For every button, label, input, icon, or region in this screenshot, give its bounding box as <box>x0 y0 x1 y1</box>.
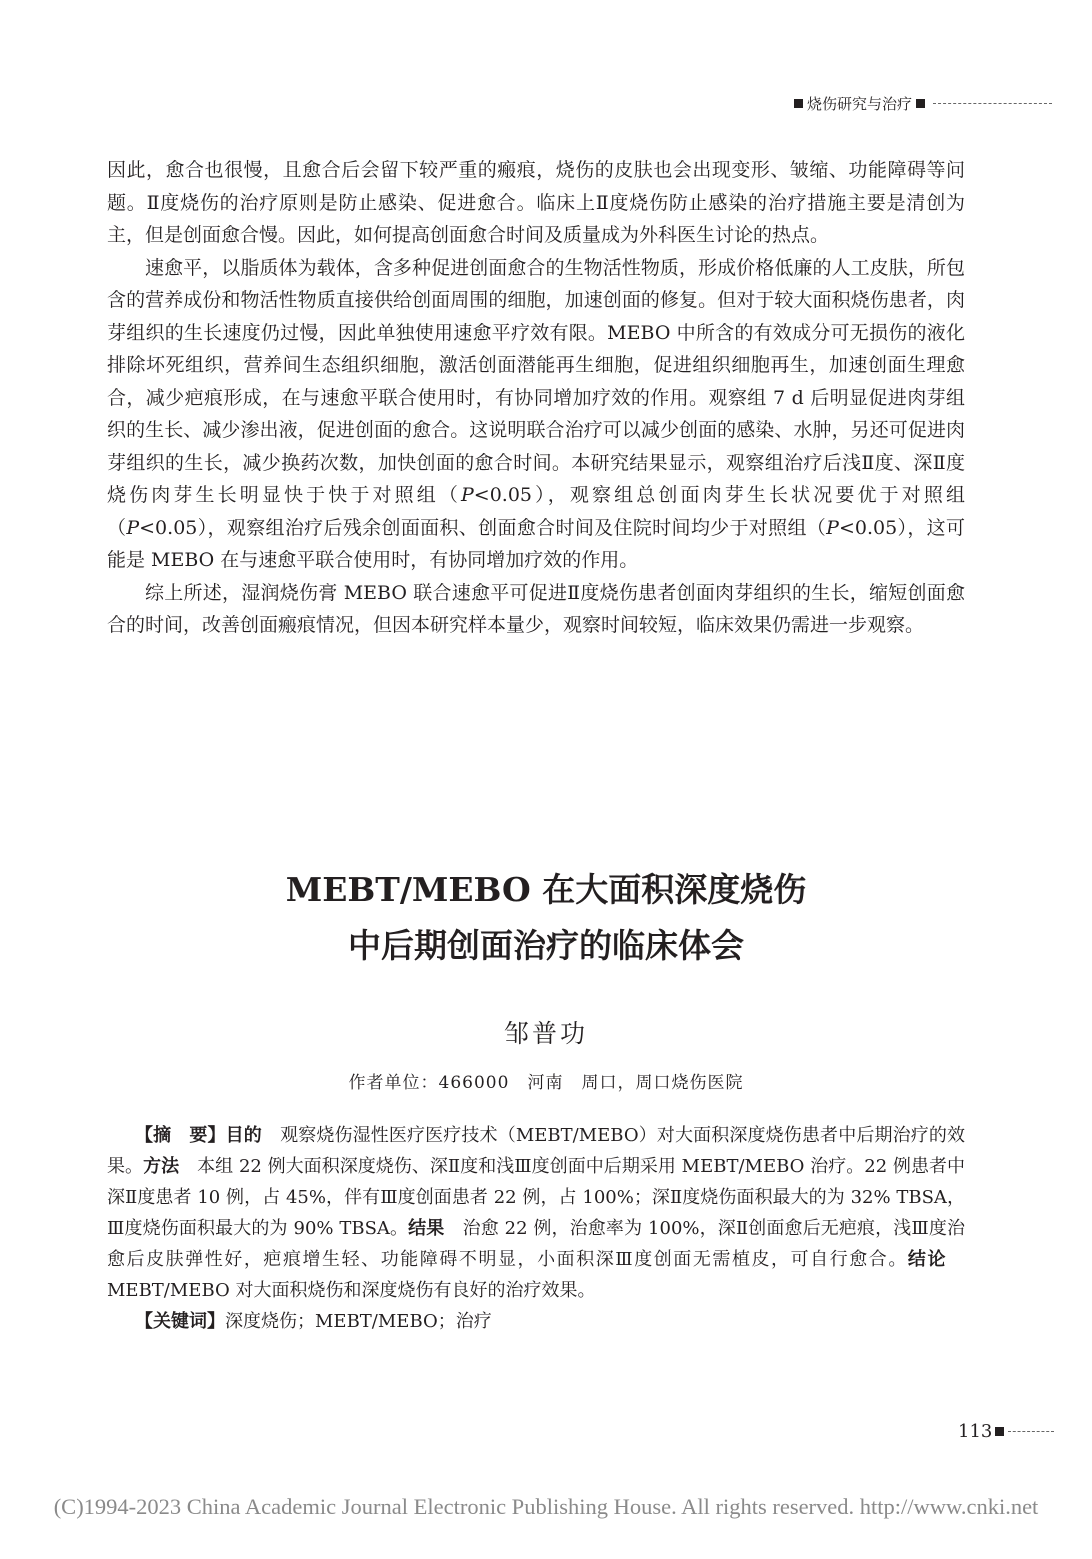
abstract-label: 【摘 要】 <box>135 1125 226 1146</box>
square-bullet-icon <box>794 99 803 108</box>
title-line-2: 中后期创面治疗的临床体会 <box>348 926 744 965</box>
title-line-1: MEBT/MEBO 在大面积深度烧伤 <box>285 870 807 909</box>
square-bullet-icon <box>995 1427 1004 1436</box>
page-number: 113 <box>958 1420 993 1442</box>
paragraph: 因此，愈合也很慢，且愈合后会留下较严重的瘢痕，烧伤的皮肤也会出现变形、皱缩、功能障碍等问题。Ⅱ度烧伤的治疗原则是防止感染、促进愈合。临床上Ⅱ度烧伤防止感染的治疗措施主要是清创为主，但是创面愈合慢。因此，如何提高创面愈合时间及质量成为外科医生讨论的热点。 <box>107 159 965 246</box>
objective-label: 目的 <box>225 1125 262 1146</box>
methods-label: 方法 <box>143 1156 180 1177</box>
abstract-paragraph <box>107 1120 965 1306</box>
keywords-text: 深度烧伤；MEBT/MEBO；治疗 <box>225 1311 492 1332</box>
paragraph: 综上所述，湿润烧伤膏 MEBO 联合速愈平可促进Ⅱ度烧伤患者创面肉芽组织的生长，缩短创面愈合的时间，改善创面瘢痕情况，但因本研究样本量少，观察时间较短，临床效果仍需进一步观察。 <box>107 581 965 636</box>
paragraph: 速愈平，以脂质体为载体，含多种促进创面愈合的生物活性物质，形成价格低廉的人工皮肤，所包含的营养成份和物活性物质直接供给创面周围的细胞，加速创面的修复。但对于较大面积烧伤患者，肉芽组织的生长速度仍过慢，因此单独使用速愈平疗效有限。MEBO 中所含的有效成分可无损伤的液化排除坏死组织，营养间生态组织细胞，激活创面潜能再生细胞，促进组织细胞再生，加速创面生理愈合，减少疤痕形成，在与速愈平联合使用时，有协同增加疗效的作用。观察组 7 d 后明显促进肉芽组织的生长、减少渗出液，促进创面的愈合。这说明联合治疗可以减少创面的感染、水肿，另还可促进肉芽组织的生长，减少换药次数，加快创面的愈合时间。本研究结果显示，观察组治疗后浅Ⅱ度、深Ⅱ度烧伤肉芽生长明显快于快于对照组（P<0.05），观察组总创面肉芽生长状况要优于对照组（P<0.05），观察组治疗后残余创面面积、创面愈合时间及住院时间均少于对照组（P<0.05），这可能是 MEBO 在与速愈平联合使用时，有协同增加疗效的作用。 <box>107 256 965 571</box>
square-bullet-icon <box>916 99 925 108</box>
previous-article-text <box>107 154 965 642</box>
conclusion-label: 结论 <box>907 1249 948 1270</box>
keywords-paragraph <box>107 1306 965 1337</box>
article-title <box>100 862 992 974</box>
section-header <box>790 93 1052 113</box>
keywords-label: 【关键词】 <box>135 1311 225 1332</box>
dotted-rule <box>1008 1431 1054 1432</box>
conclusion-text: MEBT/MEBO 对大面积烧伤和深度烧伤有良好的治疗效果。 <box>107 1249 966 1301</box>
author-affiliation: 作者单位：466000 河南 周口，周口烧伤医院 <box>348 1073 744 1093</box>
page-number-footer <box>958 1420 1054 1442</box>
abstract <box>107 1120 965 1337</box>
dotted-rule <box>933 103 1052 104</box>
objective-text: 观察烧伤湿性医疗医疗技术（MEBT/MEBO）对大面积深度烧伤患者中后期治疗的效果。 <box>107 1125 966 1177</box>
methods-text: 本组 22 例大面积深度烧伤、深Ⅱ度和浅Ⅲ度创面中后期采用 MEBT/MEBO 治疗。22 例患者中深Ⅱ度患者 10 例，占 45%，伴有Ⅲ度创面患者 22 例，占 100%；深Ⅱ度烧伤面积最大的为 32% TBSA，Ⅲ度烧伤面积最大的为 90% TBSA。 <box>107 1156 966 1239</box>
author-name: 邹普功 <box>503 1019 588 1048</box>
results-text: 治愈 22 例，治愈率为 100%，深Ⅱ创面愈后无疤痕，浅Ⅲ度治愈后皮肤弹性好，疤痕增生轻、功能障碍不明显，小面积深Ⅲ度创面无需植皮，可自行愈合。 <box>107 1218 966 1270</box>
section-title: 烧伤研究与治疗 <box>807 94 913 113</box>
results-label: 结果 <box>408 1218 445 1239</box>
copyright-watermark: (C)1994-2023 China Academic Journal Electronic Publishing House. All rights reserved. http://www.cnki.net <box>53 1494 1039 1519</box>
